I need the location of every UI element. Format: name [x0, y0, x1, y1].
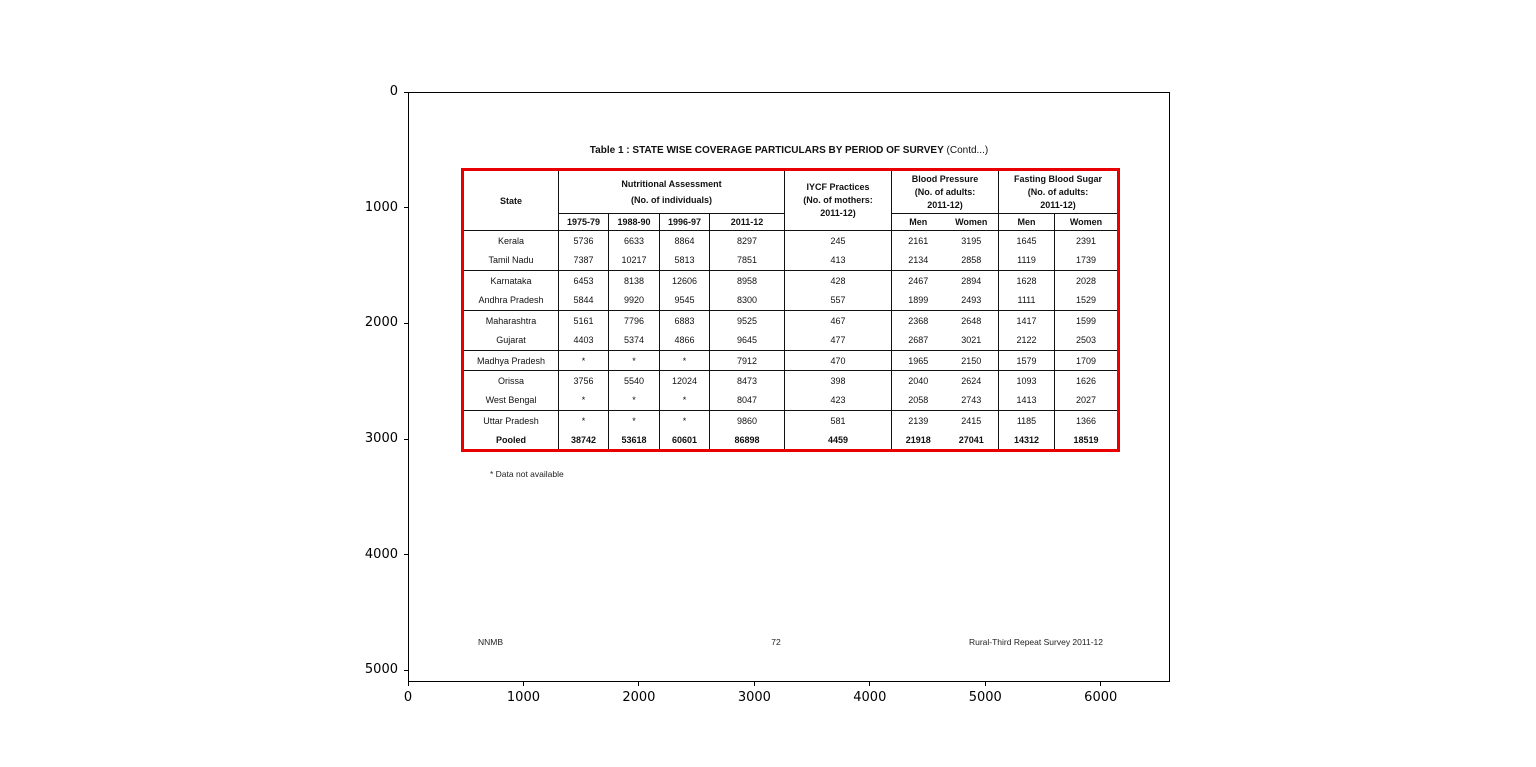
header-nutritional-assessment: Nutritional Assessment (No. of individuals): [559, 170, 785, 214]
x-tick-mark: [1100, 682, 1101, 686]
value-cell: 2027: [1055, 391, 1119, 411]
value-cell: 5736: [559, 231, 609, 251]
table-row: [463, 371, 1119, 391]
y-tick-mark: [404, 554, 408, 555]
value-cell: 6453: [559, 271, 609, 291]
value-cell: 2368: [908, 315, 929, 326]
y-tick-label: 2000: [364, 315, 398, 331]
value-cell: 27041: [945, 431, 999, 451]
header-fbs-women: Women: [1055, 214, 1119, 231]
value-cell: 1709: [1055, 351, 1119, 371]
footer-right-survey: Rural-Third Repeat Survey 2011-12: [968, 637, 1103, 647]
value-cell: 2040: [908, 375, 929, 386]
value-cell: 4403: [559, 331, 609, 351]
value-cell: 398: [785, 371, 892, 391]
value-cell: 8138: [609, 271, 660, 291]
state-cell: Karnataka: [463, 271, 559, 291]
value-cell: 21918: [905, 434, 931, 445]
state-cell: Pooled: [463, 431, 559, 451]
x-tick-mark: [869, 682, 870, 686]
table-row: [463, 291, 1119, 311]
header-bp-men: Men: [892, 214, 945, 231]
value-cell: 12024: [660, 371, 710, 391]
value-cell: 3021: [945, 331, 999, 351]
value-cell: 9860: [710, 411, 785, 431]
x-tick-mark: [754, 682, 755, 686]
header-fasting-blood-sugar: Fasting Blood Sugar (No. of adults: 2011-12): [999, 170, 1119, 214]
value-cell: 8864: [660, 231, 710, 251]
value-cell: 2624: [945, 371, 999, 391]
x-tick-label: 6000: [1084, 690, 1118, 705]
value-cell: 2415: [945, 411, 999, 431]
x-tick-label: 0: [403, 690, 413, 705]
y-tick-label: 3000: [364, 431, 398, 447]
value-cell: 2391: [1076, 235, 1097, 246]
value-cell: 14312: [999, 431, 1055, 451]
table-row: [463, 431, 1119, 451]
value-cell: *: [609, 351, 660, 371]
y-tick-label: 4000: [364, 546, 398, 562]
table-row: [463, 331, 1119, 351]
value-cell: 1739: [1055, 251, 1119, 271]
value-cell: *: [660, 411, 710, 431]
value-cell: 5540: [609, 371, 660, 391]
value-cell: 1417: [999, 311, 1055, 331]
value-cell: 2161: [908, 235, 929, 246]
value-cell: 1366: [1076, 415, 1097, 426]
header-state: State: [463, 170, 559, 231]
x-tick-mark: [985, 682, 986, 686]
table-row: [463, 231, 1119, 251]
value-cell: 1119: [999, 251, 1055, 271]
value-cell: 2122: [999, 331, 1055, 351]
value-cell: 60601: [660, 431, 710, 451]
value-cell: 2058: [892, 391, 945, 411]
value-cell: 2894: [945, 271, 999, 291]
value-cell: 1628: [999, 271, 1055, 291]
value-cell: 2493: [945, 291, 999, 311]
value-cell: 1645: [999, 231, 1055, 251]
value-cell: 1579: [999, 351, 1055, 371]
x-tick-label: 5000: [968, 690, 1002, 705]
x-tick-mark: [523, 682, 524, 686]
value-cell: 12606: [660, 271, 710, 291]
value-cell: 9920: [609, 291, 660, 311]
value-cell: 2467: [908, 275, 929, 286]
value-cell: 2028: [1076, 275, 1097, 286]
header-blood-pressure: Blood Pressure (No. of adults: 2011-12): [892, 170, 999, 214]
value-cell: 1413: [999, 391, 1055, 411]
header-year-1996-97: 1996-97: [660, 214, 710, 231]
value-cell: 6633: [609, 231, 660, 251]
value-cell: 1599: [1076, 315, 1097, 326]
state-cell: Kerala: [463, 231, 559, 251]
value-cell: *: [559, 411, 609, 431]
value-cell: 2503: [1055, 331, 1119, 351]
value-cell: 557: [785, 291, 892, 311]
table-title-main: Table 1 : STATE WISE COVERAGE PARTICULARS BY PERIOD OF SURVEY: [589, 145, 944, 156]
value-cell: *: [660, 391, 710, 411]
value-cell: 4459: [785, 431, 892, 451]
value-cell: 581: [785, 411, 892, 431]
x-tick-mark: [638, 682, 639, 686]
value-cell: 9645: [710, 331, 785, 351]
value-cell: 1899: [892, 291, 945, 311]
table-row: [463, 391, 1119, 411]
value-cell: 5844: [559, 291, 609, 311]
table-row: [463, 311, 1119, 331]
state-cell: Orissa: [463, 371, 559, 391]
table-row: [463, 351, 1119, 371]
coverage-table: [461, 168, 1120, 452]
value-cell: 9545: [660, 291, 710, 311]
value-cell: *: [559, 351, 609, 371]
table-title: [461, 145, 1117, 156]
x-tick-label: 2000: [622, 690, 656, 705]
state-cell: Tamil Nadu: [463, 251, 559, 271]
value-cell: 5813: [660, 251, 710, 271]
header-bp-women: Women: [945, 214, 999, 231]
header-year-1988-90: 1988-90: [609, 214, 660, 231]
value-cell: 53618: [609, 431, 660, 451]
value-cell: 2134: [892, 251, 945, 271]
header-fbs-men: Men: [999, 214, 1055, 231]
header-year-1975-79: 1975-79: [559, 214, 609, 231]
x-tick-mark: [408, 682, 409, 686]
header-row-groups: [463, 170, 1119, 214]
header-year-2011-12: 2011-12: [710, 214, 785, 231]
value-cell: 8300: [710, 291, 785, 311]
state-cell: Maharashtra: [463, 311, 559, 331]
value-cell: 1529: [1055, 291, 1119, 311]
state-cell: Madhya Pradesh: [463, 351, 559, 371]
value-cell: 1111: [999, 291, 1055, 311]
value-cell: 1093: [999, 371, 1055, 391]
state-cell: West Bengal: [463, 391, 559, 411]
value-cell: 477: [785, 331, 892, 351]
state-cell: Andhra Pradesh: [463, 291, 559, 311]
value-cell: *: [559, 391, 609, 411]
x-tick-label: 4000: [853, 690, 887, 705]
table-title-contd: (Contd...): [943, 145, 989, 156]
y-tick-label: 1000: [364, 199, 398, 215]
value-cell: 1185: [999, 411, 1055, 431]
value-cell: 467: [785, 311, 892, 331]
state-cell: Uttar Pradesh: [463, 411, 559, 431]
value-cell: 2139: [908, 415, 929, 426]
value-cell: 2743: [945, 391, 999, 411]
value-cell: 3756: [559, 371, 609, 391]
y-tick-mark: [404, 670, 408, 671]
value-cell: 5374: [609, 331, 660, 351]
y-tick-mark: [404, 323, 408, 324]
value-cell: 18519: [1073, 434, 1099, 445]
y-tick-mark: [404, 439, 408, 440]
value-cell: 2858: [945, 251, 999, 271]
value-cell: *: [609, 411, 660, 431]
footer-left-nnmb: NNMB: [478, 637, 504, 647]
value-cell: 10217: [609, 251, 660, 271]
value-cell: 4866: [660, 331, 710, 351]
value-cell: 7912: [710, 351, 785, 371]
state-cell: Gujarat: [463, 331, 559, 351]
value-cell: 7387: [559, 251, 609, 271]
value-cell: 7851: [710, 251, 785, 271]
value-cell: 2687: [892, 331, 945, 351]
value-cell: 5161: [559, 311, 609, 331]
x-tick-label: 3000: [737, 690, 771, 705]
value-cell: 3195: [945, 231, 999, 251]
value-cell: 1965: [892, 351, 945, 371]
table-row: [463, 251, 1119, 271]
value-cell: 2150: [945, 351, 999, 371]
value-cell: 1626: [1076, 375, 1097, 386]
table-row: [463, 271, 1119, 291]
value-cell: 38742: [559, 431, 609, 451]
value-cell: *: [660, 351, 710, 371]
value-cell: 423: [785, 391, 892, 411]
value-cell: 7796: [609, 311, 660, 331]
value-cell: 470: [785, 351, 892, 371]
value-cell: 86898: [710, 431, 785, 451]
y-tick-label: 5000: [364, 662, 398, 678]
value-cell: 8047: [710, 391, 785, 411]
value-cell: 8297: [710, 231, 785, 251]
y-tick-mark: [404, 207, 408, 208]
footer-page-number: 72: [771, 637, 781, 647]
table-row: [463, 411, 1119, 431]
y-tick-mark: [404, 92, 408, 93]
value-cell: 8958: [710, 271, 785, 291]
value-cell: 428: [785, 271, 892, 291]
value-cell: 6883: [660, 311, 710, 331]
y-tick-label: 0: [389, 84, 398, 99]
value-cell: 9525: [710, 311, 785, 331]
x-tick-label: 1000: [506, 690, 540, 705]
value-cell: 8473: [710, 371, 785, 391]
value-cell: *: [609, 391, 660, 411]
header-iycf-practices: IYCF Practices (No. of mothers: 2011-12): [785, 170, 892, 231]
footnote-data-not-available: * Data not available: [490, 469, 564, 479]
value-cell: 245: [785, 231, 892, 251]
value-cell: 2648: [945, 311, 999, 331]
value-cell: 413: [785, 251, 892, 271]
